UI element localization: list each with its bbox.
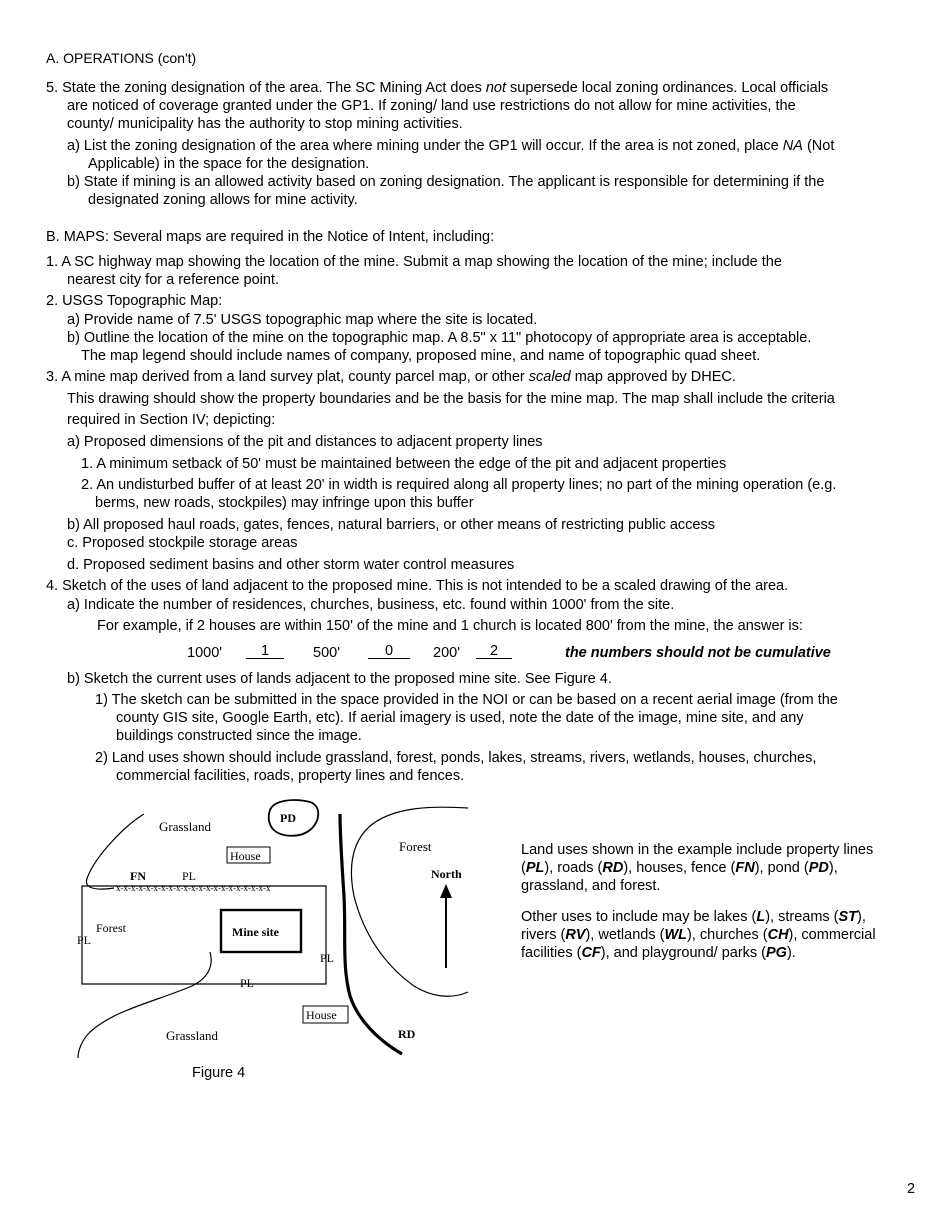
legend-paragraph-2 xyxy=(521,908,906,962)
b-item2b-line2: The map legend should include names of company, proposed mine, and name of topographic quad sheet. xyxy=(81,348,761,364)
label-forest-left: Forest xyxy=(96,921,126,935)
legend-p1-line3: grassland, and forest. xyxy=(521,878,661,894)
land-use-sketch xyxy=(74,796,474,1062)
forest-boundary-right xyxy=(351,807,468,996)
label-pl-left: PL xyxy=(77,933,92,947)
legend-p2-line2: rivers (RV), wetlands (WL), churches (CH), commercial xyxy=(521,927,876,943)
b-item3d: d. Proposed sediment basins and other storm water control measures xyxy=(67,557,515,573)
legend-p2-line1: Other uses to include may be lakes (L), streams (ST), xyxy=(521,909,866,925)
b-item4b2-line1: 2) Land uses shown should include grassland, forest, ponds, lakes, streams, rivers, wetlands, houses, churches, xyxy=(95,750,817,766)
label-pl-right: PL xyxy=(320,951,335,965)
b-item3a: a) Proposed dimensions of the pit and distances to adjacent property lines xyxy=(67,434,543,450)
b-item2: 2. USGS Topographic Map: xyxy=(46,293,223,309)
b-item4b: b) Sketch the current uses of lands adjacent to the proposed mine site. See Figure 4. xyxy=(67,671,612,687)
section-a-heading: A. OPERATIONS (con't) xyxy=(46,50,197,66)
b-item4b1-line2: county GIS site, Google Earth, etc). If aerial imagery is used, note the date of the image, mine site, and any xyxy=(116,710,804,726)
label-pl-bottom: PL xyxy=(240,976,255,990)
example-note: the numbers should not be cumulative xyxy=(565,645,831,661)
b-item4a-example: For example, if 2 houses are within 150' of the mine and 1 church is located 800' from the mine, the answer is: xyxy=(97,618,803,634)
example-d1: 1000' xyxy=(187,645,223,661)
figure-4-sketch xyxy=(74,796,474,1062)
b-item3-para2: required in Section IV; depicting: xyxy=(67,412,276,428)
label-north: North xyxy=(431,867,462,881)
label-mine-site: Mine site xyxy=(232,925,279,939)
item5b-line1: b) State if mining is an allowed activity based on zoning designation. The applicant is responsible for determining if the xyxy=(67,174,825,190)
north-arrow-head xyxy=(440,884,452,898)
b-item4b1-line3: buildings constructed since the image. xyxy=(116,728,362,744)
legend-p1-line2: (PL), roads (RD), houses, fence (FN), pond (PD), xyxy=(521,860,838,876)
figure-caption: Figure 4 xyxy=(192,1065,246,1081)
b-item3a2-line2: berms, new roads, stockpiles) may infringe upon this buffer xyxy=(95,495,474,511)
example-v2: 0 xyxy=(368,644,410,659)
road-line xyxy=(340,814,402,1054)
example-d2: 500' xyxy=(313,645,340,661)
item5-line3: county/ municipality has the authority to stop mining activities. xyxy=(67,116,463,132)
label-fn: FN xyxy=(130,869,146,883)
example-d3: 200' xyxy=(433,645,460,661)
b-item3-para1: This drawing should show the property boundaries and be the basis for the mine map. The map shall include the criteria xyxy=(67,391,835,407)
label-grassland-bottom: Grassland xyxy=(166,1028,218,1043)
b-item4: 4. Sketch of the uses of land adjacent to the proposed mine. This is not intended to be a scaled drawing of the area. xyxy=(46,578,789,594)
b-item4b1-line1: 1) The sketch can be submitted in the space provided in the NOI or can be based on a recent aerial image (from the xyxy=(95,692,838,708)
legend-p2-line3: facilities (CF), and playground/ parks (PG). xyxy=(521,945,796,961)
b-item2b-line1: b) Outline the location of the mine on the topographic map. A 8.5" x 11" photocopy of appropriate area is acceptable. xyxy=(67,330,812,346)
legend-p1-line1: Land uses shown in the example include property lines xyxy=(521,842,874,858)
b-item4b2-line2: commercial facilities, roads, property lines and fences. xyxy=(116,768,465,784)
page-number: 2 xyxy=(907,1181,916,1197)
b-item2a: a) Provide name of 7.5' USGS topographic map where the site is located. xyxy=(67,312,538,328)
b-item3a1: 1. A minimum setback of 50' must be maintained between the edge of the pit and adjacent properties xyxy=(81,456,727,472)
item5-line2: are noticed of coverage granted under the GP1. If zoning/ land use restrictions do not allow for mine activities, the xyxy=(67,98,796,114)
b-item1-line1: 1. A SC highway map showing the location of the mine. Submit a map showing the location of the mine; include the xyxy=(46,254,782,270)
label-rd: RD xyxy=(398,1027,416,1041)
fence-line: x-x-x-x-x-x-x-x-x-x-x-x-x-x-x-x-x-x-x-x-x xyxy=(116,883,271,893)
item5a-line1: a) List the zoning designation of the area where mining under the GP1 will occur. If the area is not zoned, place NA (Not xyxy=(67,138,835,154)
b-item3b: b) All proposed haul roads, gates, fences, natural barriers, or other means of restricting public access xyxy=(67,517,715,533)
label-grassland-top: Grassland xyxy=(159,819,211,834)
example-v3: 2 xyxy=(476,644,512,659)
item5b-line2: designated zoning allows for mine activity. xyxy=(88,192,358,208)
label-house-bottom: House xyxy=(306,1008,337,1022)
b-item4a: a) Indicate the number of residences, churches, business, etc. found within 1000' from the site. xyxy=(67,597,675,613)
legend-paragraph-1 xyxy=(521,841,906,895)
section-b-heading: B. MAPS: Several maps are required in the Notice of Intent, including: xyxy=(46,229,495,245)
label-pl-top: PL xyxy=(182,869,197,883)
item5a-line2: Applicable) in the space for the designation. xyxy=(88,156,370,172)
property-line-rect xyxy=(82,886,326,984)
b-item3: 3. A mine map derived from a land survey plat, county parcel map, or other scaled map approved by DHEC. xyxy=(46,369,736,385)
example-v1: 1 xyxy=(246,644,284,659)
label-house-top: House xyxy=(230,849,261,863)
b-item1-line2: nearest city for a reference point. xyxy=(67,272,279,288)
item5-line1: 5. State the zoning designation of the area. The SC Mining Act does not supersede local zoning ordinances. Local officials xyxy=(46,80,829,96)
label-forest-right: Forest xyxy=(399,839,432,854)
b-item3a2-line1: 2. An undisturbed buffer of at least 20' in width is required along all property lines; no part of the mining operation (e.g. xyxy=(81,477,837,493)
label-pd: PD xyxy=(280,811,296,825)
b-item3c: c. Proposed stockpile storage areas xyxy=(67,535,298,551)
